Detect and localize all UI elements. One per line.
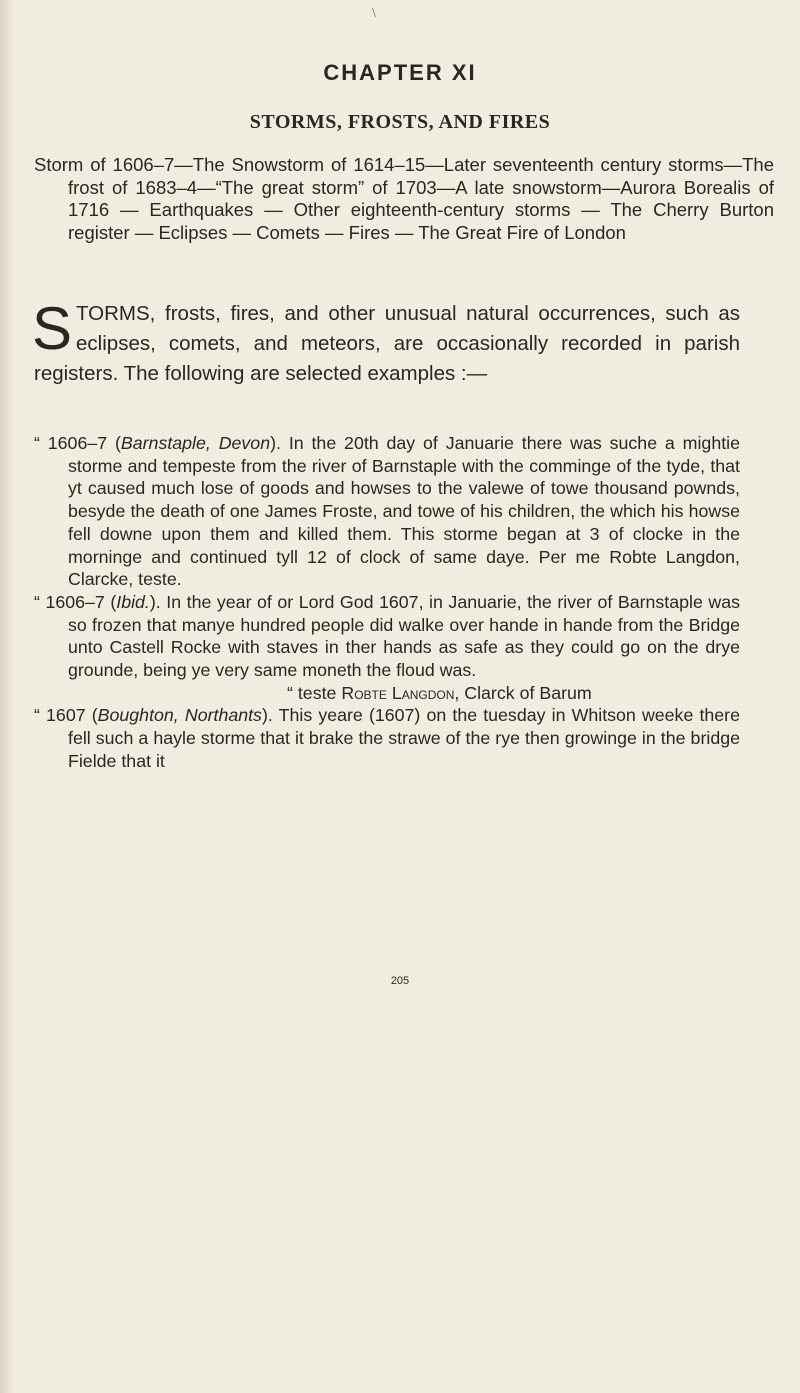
entry-open: “ 1606–7 ( <box>34 591 117 612</box>
register-extracts <box>34 432 740 773</box>
signoff-suffix: , Clarck of Barum <box>454 682 592 703</box>
register-entry <box>34 704 740 772</box>
register-entry <box>34 432 740 591</box>
entry-close: ). <box>270 433 289 453</box>
entry-text: In the year of or Lord God 1607, in Januarie, the river of Barnstaple was so frozen that manye hundred people did walke over hande in hande from the Bridge unto Castell Rocke with staves in ther hands as safe as they could go on the drye grounde, being ye very same moneth the floud was. <box>68 591 741 681</box>
entry-place: Ibid. <box>116 591 150 612</box>
entry-close: ). <box>149 591 167 612</box>
entry-signoff <box>34 682 740 705</box>
chapter-title: STORMS, FROSTS, AND FIRES <box>249 111 551 133</box>
edge-mark: \ <box>372 6 376 21</box>
entry-place: Barnstaple, Devon <box>120 433 271 453</box>
entry-text: This yeare (1607) on the tuesday in Whitson weeke there fell such a hayle storme that it brake the strawe of the rye then growinge in the bridge Fielde that it <box>68 705 740 771</box>
register-entry <box>34 591 740 682</box>
entry-place: Boughton, Northants <box>97 705 262 726</box>
page-number: 205 <box>390 975 410 987</box>
entry-open: “ 1607 ( <box>34 705 98 726</box>
page-gutter-shadow <box>0 0 14 1393</box>
entry-text: In the 20th day of Januarie there was suche a mightie storme and tempeste from the river of Barnstaple with the comminge of the tyde, that yt caused much lose of goods and howses to the valewe of towe thousand pownds, besyde the death of one James Froste, and towe of his children, the which his howse fell downe upon them and killed them. This storme began at 3 of clocke in the morninge and continued tyll 12 of clock of same daye. Per me Robte Langdon, Clarcke, teste. <box>68 433 740 590</box>
opening-text: frosts, fires, and other unusual natural occurrences, such as eclipses, comets, and meteors, are occasionally recorded in parish registers. The following are selected examples :— <box>34 302 740 385</box>
opening-lead-caps: TORMS, <box>76 302 156 325</box>
entry-open: “ 1606–7 ( <box>34 433 121 453</box>
chapter-synopsis: Storm of 1606–7—The Snowstorm of 1614–15—Later seventeenth century storms—The frost of 1683–4—“The great storm” of 1703—A late snowstorm—Aurora Borealis of 1716 — Earthquakes — Other eighteenth-century storms — The Cherry Burton register — Eclipses — Comets — Fires — The Great Fire of London <box>34 154 774 243</box>
signoff-name: Robte Langdon <box>341 682 455 703</box>
signoff-prefix: “ teste <box>287 682 342 703</box>
chapter-heading: CHAPTER XI <box>323 60 477 85</box>
entry-close: ). <box>261 705 279 726</box>
drop-cap: S <box>32 295 73 362</box>
opening-paragraph <box>32 295 740 389</box>
